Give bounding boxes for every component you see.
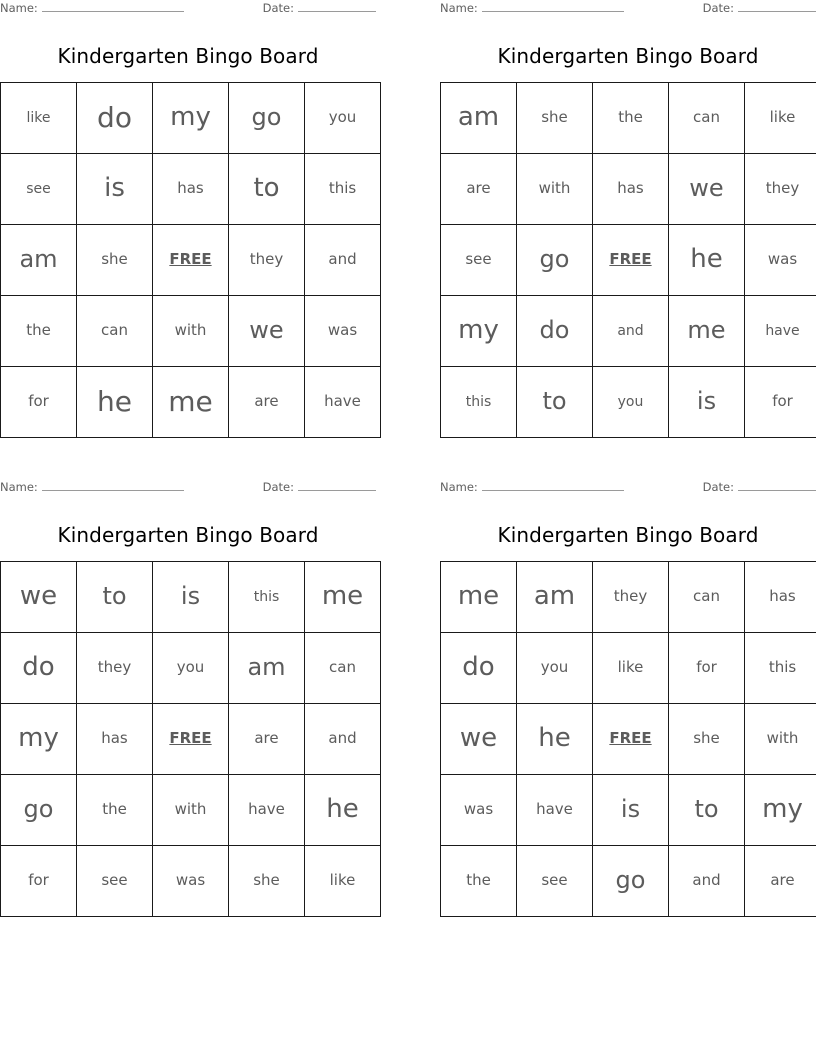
bingo-cell-word: we xyxy=(19,581,58,612)
bingo-cell[interactable] xyxy=(669,633,745,704)
bingo-cell[interactable] xyxy=(153,296,229,367)
bingo-card-top-left xyxy=(0,0,376,438)
bingo-cell-word: is xyxy=(180,582,201,611)
name-label: Name: xyxy=(440,480,478,494)
bingo-row xyxy=(441,367,816,438)
bingo-cell-word: have xyxy=(248,800,285,819)
bingo-cell-word: me xyxy=(457,581,500,612)
bingo-cell[interactable] xyxy=(669,225,745,296)
bingo-cell[interactable] xyxy=(153,775,229,846)
bingo-cell[interactable] xyxy=(305,154,381,225)
bingo-cell[interactable] xyxy=(1,367,77,438)
bingo-cell[interactable] xyxy=(153,154,229,225)
bingo-cell[interactable] xyxy=(669,775,745,846)
bingo-cell[interactable] xyxy=(441,846,517,917)
bingo-cell-word: am xyxy=(457,102,500,133)
bingo-cell-word: we xyxy=(689,174,724,203)
bingo-cell-word: with xyxy=(174,800,207,819)
bingo-cell-word: for xyxy=(28,392,49,411)
bingo-cell-word: are xyxy=(254,729,279,748)
name-label: Name: xyxy=(440,1,478,15)
bingo-cell[interactable] xyxy=(305,704,381,775)
bingo-cell-word: like xyxy=(769,108,796,127)
bingo-cell[interactable] xyxy=(441,154,517,225)
bingo-cell-word: to xyxy=(253,173,280,204)
bingo-cell-word: is xyxy=(696,387,717,416)
name-label: Name: xyxy=(0,1,38,15)
bingo-cell-word: she xyxy=(253,871,280,890)
bingo-row xyxy=(441,562,816,633)
bingo-row xyxy=(441,83,816,154)
bingo-cell-word: see xyxy=(541,871,568,890)
bingo-cell-word: can xyxy=(101,321,128,340)
bingo-row xyxy=(1,296,381,367)
bingo-cell[interactable] xyxy=(229,633,305,704)
bingo-cell-word: she xyxy=(541,108,568,127)
name-date-row xyxy=(0,0,376,18)
bingo-cell[interactable] xyxy=(669,562,745,633)
bingo-cell-word: like xyxy=(26,109,51,126)
bingo-cell-word: go xyxy=(615,866,646,895)
bingo-cell-word: they xyxy=(765,179,800,198)
bingo-cell-word: go xyxy=(539,245,570,274)
bingo-cell[interactable] xyxy=(593,296,669,367)
date-write-line[interactable] xyxy=(738,479,816,491)
bingo-cell[interactable] xyxy=(229,775,305,846)
bingo-cell[interactable] xyxy=(517,562,593,633)
bingo-row xyxy=(1,83,381,154)
bingo-cell[interactable] xyxy=(745,154,816,225)
bingo-cell[interactable] xyxy=(77,846,153,917)
bingo-cell-word: with xyxy=(766,729,799,748)
bingo-cell-word: he xyxy=(690,244,723,275)
bingo-row xyxy=(441,225,816,296)
bingo-cell[interactable] xyxy=(77,633,153,704)
bingo-cell[interactable] xyxy=(441,633,517,704)
bingo-cell[interactable] xyxy=(77,704,153,775)
bingo-cell-word: and xyxy=(328,729,357,748)
date-label: Date: xyxy=(702,480,734,494)
bingo-cell-word: me xyxy=(687,316,726,345)
bingo-cell-word: like xyxy=(617,658,644,677)
bingo-cell[interactable] xyxy=(441,83,517,154)
bingo-cell-word: this xyxy=(328,179,357,198)
bingo-cell-word: see xyxy=(26,180,51,197)
bingo-cell[interactable] xyxy=(517,154,593,225)
bingo-cell-word: like xyxy=(329,871,356,890)
bingo-cell-word: am xyxy=(533,581,576,612)
date-label: Date: xyxy=(702,1,734,15)
bingo-cell-word: do xyxy=(22,652,55,683)
bingo-cell[interactable] xyxy=(1,846,77,917)
bingo-cell-word: was xyxy=(767,250,798,269)
bingo-row xyxy=(1,846,381,917)
bingo-cell-word: this xyxy=(253,588,280,605)
bingo-cell-word: with xyxy=(174,321,207,340)
name-date-row xyxy=(0,479,376,497)
bingo-cell-word: has xyxy=(769,587,796,606)
bingo-row xyxy=(1,562,381,633)
bingo-cell[interactable] xyxy=(745,367,816,438)
bingo-cell[interactable] xyxy=(593,775,669,846)
bingo-cell[interactable] xyxy=(441,225,517,296)
bingo-cell[interactable] xyxy=(517,633,593,704)
bingo-cell-word: me xyxy=(168,385,213,419)
bingo-cell-word: me xyxy=(321,581,364,612)
bingo-free-cell[interactable] xyxy=(153,225,229,296)
bingo-cell-word: are xyxy=(466,179,491,198)
bingo-cell[interactable] xyxy=(517,367,593,438)
bingo-cell-word: and xyxy=(692,871,721,890)
bingo-cell-word: has xyxy=(177,179,204,198)
bingo-cell[interactable] xyxy=(1,225,77,296)
bingo-cell[interactable] xyxy=(229,367,305,438)
bingo-cell[interactable] xyxy=(593,633,669,704)
bingo-cell[interactable] xyxy=(517,296,593,367)
bingo-cell[interactable] xyxy=(229,296,305,367)
bingo-cell[interactable] xyxy=(593,83,669,154)
bingo-cell-word: to xyxy=(694,795,719,824)
bingo-cell[interactable] xyxy=(229,83,305,154)
bingo-cell[interactable] xyxy=(669,83,745,154)
bingo-cell-word: was xyxy=(463,800,494,819)
bingo-grid xyxy=(0,82,381,438)
date-label: Date: xyxy=(262,480,294,494)
bingo-cell[interactable] xyxy=(441,704,517,775)
bingo-cell-word: are xyxy=(770,871,795,890)
bingo-cell[interactable] xyxy=(229,562,305,633)
bingo-cell-word: you xyxy=(617,393,644,410)
bingo-cell[interactable] xyxy=(77,225,153,296)
bingo-cell-word: he xyxy=(97,385,132,419)
bingo-cell-word: for xyxy=(28,871,49,890)
bingo-row xyxy=(1,154,381,225)
bingo-cell[interactable] xyxy=(745,562,816,633)
bingo-cell-word: and xyxy=(328,250,357,269)
bingo-cell-word: the xyxy=(466,871,491,890)
date-label: Date: xyxy=(262,1,294,15)
bingo-cell[interactable] xyxy=(305,633,381,704)
bingo-cell-word: we xyxy=(459,723,498,754)
bingo-cell[interactable] xyxy=(669,367,745,438)
name-write-line[interactable] xyxy=(42,0,184,12)
bingo-cell-word: is xyxy=(620,795,641,824)
bingo-cell[interactable] xyxy=(593,562,669,633)
bingo-cell-word: was xyxy=(327,321,358,340)
bingo-cell-word: you xyxy=(540,658,569,677)
bingo-cell-word: for xyxy=(696,658,717,677)
bingo-row xyxy=(441,775,816,846)
bingo-cell[interactable] xyxy=(517,704,593,775)
bingo-cell-word: the xyxy=(26,321,51,340)
bingo-cell-word: to xyxy=(542,387,567,416)
date-write-line[interactable] xyxy=(298,0,376,12)
bingo-row xyxy=(441,704,816,775)
bingo-cell[interactable] xyxy=(77,367,153,438)
bingo-cell[interactable] xyxy=(517,225,593,296)
bingo-cell-word: this xyxy=(768,658,797,677)
bingo-cell[interactable] xyxy=(745,633,816,704)
bingo-grid xyxy=(0,561,381,917)
bingo-cell[interactable] xyxy=(1,296,77,367)
bingo-cell[interactable] xyxy=(305,562,381,633)
bingo-cell-word: they xyxy=(249,250,284,269)
bingo-cell-word: he xyxy=(326,794,359,825)
bingo-cell-word: the xyxy=(618,108,643,127)
bingo-free-cell[interactable] xyxy=(593,704,669,775)
bingo-cell[interactable] xyxy=(517,775,593,846)
name-write-line[interactable] xyxy=(482,479,624,491)
bingo-row xyxy=(441,846,816,917)
bingo-cell[interactable] xyxy=(669,296,745,367)
bingo-cell[interactable] xyxy=(153,83,229,154)
bingo-cell-word: do xyxy=(97,101,132,135)
bingo-cell[interactable] xyxy=(1,775,77,846)
bingo-cell[interactable] xyxy=(77,154,153,225)
bingo-cell[interactable] xyxy=(77,562,153,633)
bingo-cell[interactable] xyxy=(1,83,77,154)
bingo-cell-word: for xyxy=(772,392,793,411)
bingo-cell[interactable] xyxy=(1,154,77,225)
bingo-row xyxy=(441,633,816,704)
bingo-free-cell[interactable] xyxy=(153,704,229,775)
bingo-cell-word: my xyxy=(458,315,499,346)
bingo-cell-word: am xyxy=(19,245,58,274)
bingo-cell[interactable] xyxy=(1,562,77,633)
bingo-cell[interactable] xyxy=(77,775,153,846)
bingo-cell[interactable] xyxy=(441,367,517,438)
bingo-cell[interactable] xyxy=(669,846,745,917)
bingo-cell-word: has xyxy=(101,729,128,748)
page-title: Kindergarten Bingo Board xyxy=(57,523,319,547)
bingo-cell[interactable] xyxy=(745,225,816,296)
bingo-cell[interactable] xyxy=(745,704,816,775)
bingo-cell[interactable] xyxy=(669,704,745,775)
bingo-cell[interactable] xyxy=(229,154,305,225)
bingo-cell[interactable] xyxy=(593,154,669,225)
bingo-row xyxy=(1,704,381,775)
bingo-cell[interactable] xyxy=(153,367,229,438)
bingo-cell-word: was xyxy=(175,871,206,890)
bingo-cell-word: go xyxy=(251,103,282,132)
bingo-cell-word: see xyxy=(101,871,128,890)
bingo-cell[interactable] xyxy=(305,367,381,438)
bingo-cell-word: they xyxy=(613,587,648,606)
bingo-cell-word: am xyxy=(247,653,286,682)
bingo-cell[interactable] xyxy=(1,633,77,704)
bingo-cell-word: are xyxy=(254,392,279,411)
bingo-cell[interactable] xyxy=(1,704,77,775)
bingo-cell-word: she xyxy=(101,250,128,269)
bingo-cell-word: with xyxy=(538,179,571,198)
bingo-card-bottom-right xyxy=(440,479,816,917)
bingo-cell[interactable] xyxy=(153,846,229,917)
bingo-cell-word: my xyxy=(170,102,211,133)
bingo-cell-word: this xyxy=(465,393,492,410)
bingo-cell[interactable] xyxy=(669,154,745,225)
bingo-cell-word: the xyxy=(102,800,127,819)
bingo-cell-word: you xyxy=(176,658,205,677)
bingo-cell[interactable] xyxy=(77,296,153,367)
date-write-line[interactable] xyxy=(298,479,376,491)
bingo-cell-word: do xyxy=(539,316,570,345)
bingo-grid xyxy=(440,561,816,917)
bingo-cell-word: can xyxy=(693,108,720,127)
bingo-cell[interactable] xyxy=(517,83,593,154)
bingo-cell-word: they xyxy=(97,658,132,677)
bingo-cell-word: has xyxy=(617,179,644,198)
name-date-row xyxy=(440,0,816,18)
bingo-cell[interactable] xyxy=(229,846,305,917)
bingo-grid xyxy=(440,82,816,438)
bingo-cell[interactable] xyxy=(305,296,381,367)
bingo-row xyxy=(1,775,381,846)
bingo-cell-word: to xyxy=(102,582,127,611)
bingo-row xyxy=(1,633,381,704)
date-write-line[interactable] xyxy=(738,0,816,12)
bingo-cell-word: go xyxy=(23,795,54,824)
bingo-cell[interactable] xyxy=(229,704,305,775)
page-title: Kindergarten Bingo Board xyxy=(497,44,759,68)
name-write-line[interactable] xyxy=(42,479,184,491)
bingo-cell-word: is xyxy=(104,173,125,204)
bingo-cell-word: FREE xyxy=(609,250,652,269)
page-title: Kindergarten Bingo Board xyxy=(57,44,319,68)
bingo-cell[interactable] xyxy=(305,225,381,296)
bingo-cell-word: she xyxy=(693,729,720,748)
bingo-cell-word: FREE xyxy=(169,729,212,748)
bingo-cell[interactable] xyxy=(305,846,381,917)
bingo-cell[interactable] xyxy=(593,846,669,917)
bingo-cell[interactable] xyxy=(305,83,381,154)
bingo-cell-word: see xyxy=(465,250,492,269)
bingo-row xyxy=(441,296,816,367)
bingo-free-cell[interactable] xyxy=(593,225,669,296)
bingo-card-top-right xyxy=(440,0,816,438)
bingo-cell[interactable] xyxy=(305,775,381,846)
bingo-cell-word: my xyxy=(18,723,59,754)
bingo-cell-word: we xyxy=(249,316,284,345)
bingo-cell[interactable] xyxy=(153,633,229,704)
bingo-cell[interactable] xyxy=(745,83,816,154)
bingo-cell[interactable] xyxy=(745,775,816,846)
bingo-cell[interactable] xyxy=(441,296,517,367)
bingo-cell[interactable] xyxy=(745,296,816,367)
bingo-cell[interactable] xyxy=(441,562,517,633)
bingo-cell[interactable] xyxy=(441,775,517,846)
bingo-cell-word: can xyxy=(693,587,720,606)
bingo-cell[interactable] xyxy=(517,846,593,917)
bingo-cell[interactable] xyxy=(593,367,669,438)
name-date-row xyxy=(440,479,816,497)
bingo-cell[interactable] xyxy=(77,83,153,154)
bingo-cell-word: do xyxy=(462,652,495,683)
bingo-cell[interactable] xyxy=(229,225,305,296)
bingo-cell-word: he xyxy=(538,723,571,754)
bingo-cell-word: have xyxy=(324,392,361,411)
bingo-cell-word: FREE xyxy=(169,250,212,269)
bingo-row xyxy=(441,154,816,225)
bingo-cell-word: and xyxy=(617,322,644,339)
bingo-row xyxy=(1,225,381,296)
bingo-cell-word: have xyxy=(765,322,800,339)
name-write-line[interactable] xyxy=(482,0,624,12)
bingo-cell-word: my xyxy=(762,794,803,825)
name-label: Name: xyxy=(0,480,38,494)
bingo-cell[interactable] xyxy=(745,846,816,917)
bingo-row xyxy=(1,367,381,438)
bingo-cell-word: have xyxy=(536,800,573,819)
bingo-card-bottom-left xyxy=(0,479,376,917)
page-title: Kindergarten Bingo Board xyxy=(497,523,759,547)
bingo-cell-word: you xyxy=(328,108,357,127)
bingo-cell-word: can xyxy=(329,658,356,677)
bingo-cell-word: FREE xyxy=(609,729,652,748)
bingo-cell[interactable] xyxy=(153,562,229,633)
